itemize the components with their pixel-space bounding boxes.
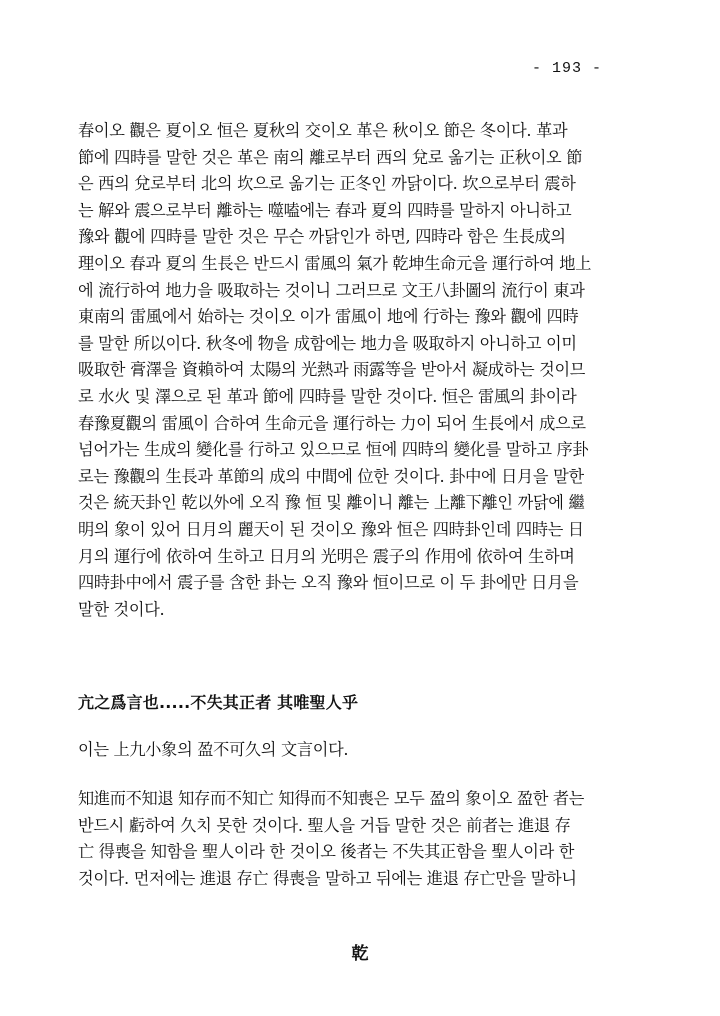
section-heading: 亢之爲言也.....不失其正者 其唯聖人乎 xyxy=(78,693,359,712)
text-line: 것은 統天卦인 乾以外에 오직 豫 恒 및 離이니 離는 上離下離인 까닭에 繼 xyxy=(78,493,585,513)
text-line: 明의 象이 있어 日月의 麗天이 된 것이오 豫와 恒은 四時卦인데 四時는 日 xyxy=(78,519,584,539)
text-line: 로 水火 및 澤으로 된 革과 節에 四時를 말한 것이다. 恒은 雷風의 卦이라 xyxy=(78,386,577,406)
text-line: 吸取한 膏澤을 資賴하여 太陽의 光熱과 雨露等을 받아서 凝成하는 것이므 xyxy=(78,360,586,380)
commentary-paragraph-1 xyxy=(78,118,610,623)
text-line: 春豫夏觀의 雷風이 合하여 生命元을 運行하는 力이 되어 生長에서 成으로 xyxy=(78,413,586,433)
text-line: 豫와 觀에 四時를 말한 것은 무슨 까닭인가 하면, 四時라 함은 生長成의 xyxy=(78,227,566,247)
text-line: 로는 豫觀의 生長과 革節의 成의 中間에 位한 것이다. 卦中에 日月을 말한 xyxy=(78,466,584,486)
text-line: 東南의 雷風에서 始하는 것이오 이가 雷風이 地에 行하는 豫와 觀에 四時 xyxy=(78,307,579,327)
text-line: 것이다. 먼저에는 進退 存亡 得喪을 말하고 뒤에는 進退 存亡만을 말하니 xyxy=(78,868,577,888)
text-line: 이는 上九小象의 盈不可久의 文言이다. xyxy=(78,740,349,759)
text-line: 말한 것이다. xyxy=(78,599,165,619)
text-line: 은 西의 兌로부터 北의 坎으로 옮기는 正冬인 까닭이다. 坎으로부터 震하 xyxy=(78,174,576,194)
commentary-paragraph-2 xyxy=(78,737,610,763)
commentary-paragraph-3 xyxy=(78,786,610,892)
text-line: 節에 四時를 말한 것은 革은 南의 離로부터 西의 兌로 옮기는 正秋이오 節 xyxy=(78,147,583,167)
text-line: 亡 得喪을 知함을 聖人이라 한 것이오 後者는 不失其正함을 聖人이라 한 xyxy=(78,842,575,862)
page-number: - 193 - xyxy=(531,60,602,77)
text-line: 반드시 虧하여 久치 못한 것이다. 聖人을 거듭 말한 것은 前者는 進退 存 xyxy=(78,815,571,835)
text-line: 에 流行하여 地力을 吸取하는 것이니 그러므로 文王八卦圖의 流行이 東과 xyxy=(78,280,585,300)
text-line: 理이오 春과 夏의 生長은 반드시 雷風의 氣가 乾坤生命元을 運行하여 地上 xyxy=(78,253,592,273)
page-footer: 乾 xyxy=(351,944,369,964)
text-line: 를 말한 所以이다. 秋冬에 物을 成함에는 地力을 吸取하지 아니하고 이미 xyxy=(78,333,577,353)
text-line: 月의 運行에 依하여 生하고 日月의 光明은 震子의 作用에 依하여 生하며 xyxy=(78,546,575,566)
text-line: 知進而不知退 知存而不知亡 知得而不知喪은 모두 盈의 象이오 盈한 者는 xyxy=(78,789,585,808)
text-line: 四時卦中에서 震子를 含한 卦는 오직 豫와 恒이므로 이 두 卦에만 日月을 xyxy=(78,573,579,593)
text-line: 넘어가는 生成의 變化를 行하고 있으므로 恒에 四時의 變化를 말하고 序卦 xyxy=(78,440,589,460)
text-line: 는 解와 震으로부터 離하는 噬嗑에는 春과 夏의 四時를 말하지 아니하고 xyxy=(78,200,572,220)
text-line: 春이오 觀은 夏이오 恒은 夏秋의 交이오 革은 秋이오 節은 冬이다. 革과 xyxy=(78,121,568,140)
